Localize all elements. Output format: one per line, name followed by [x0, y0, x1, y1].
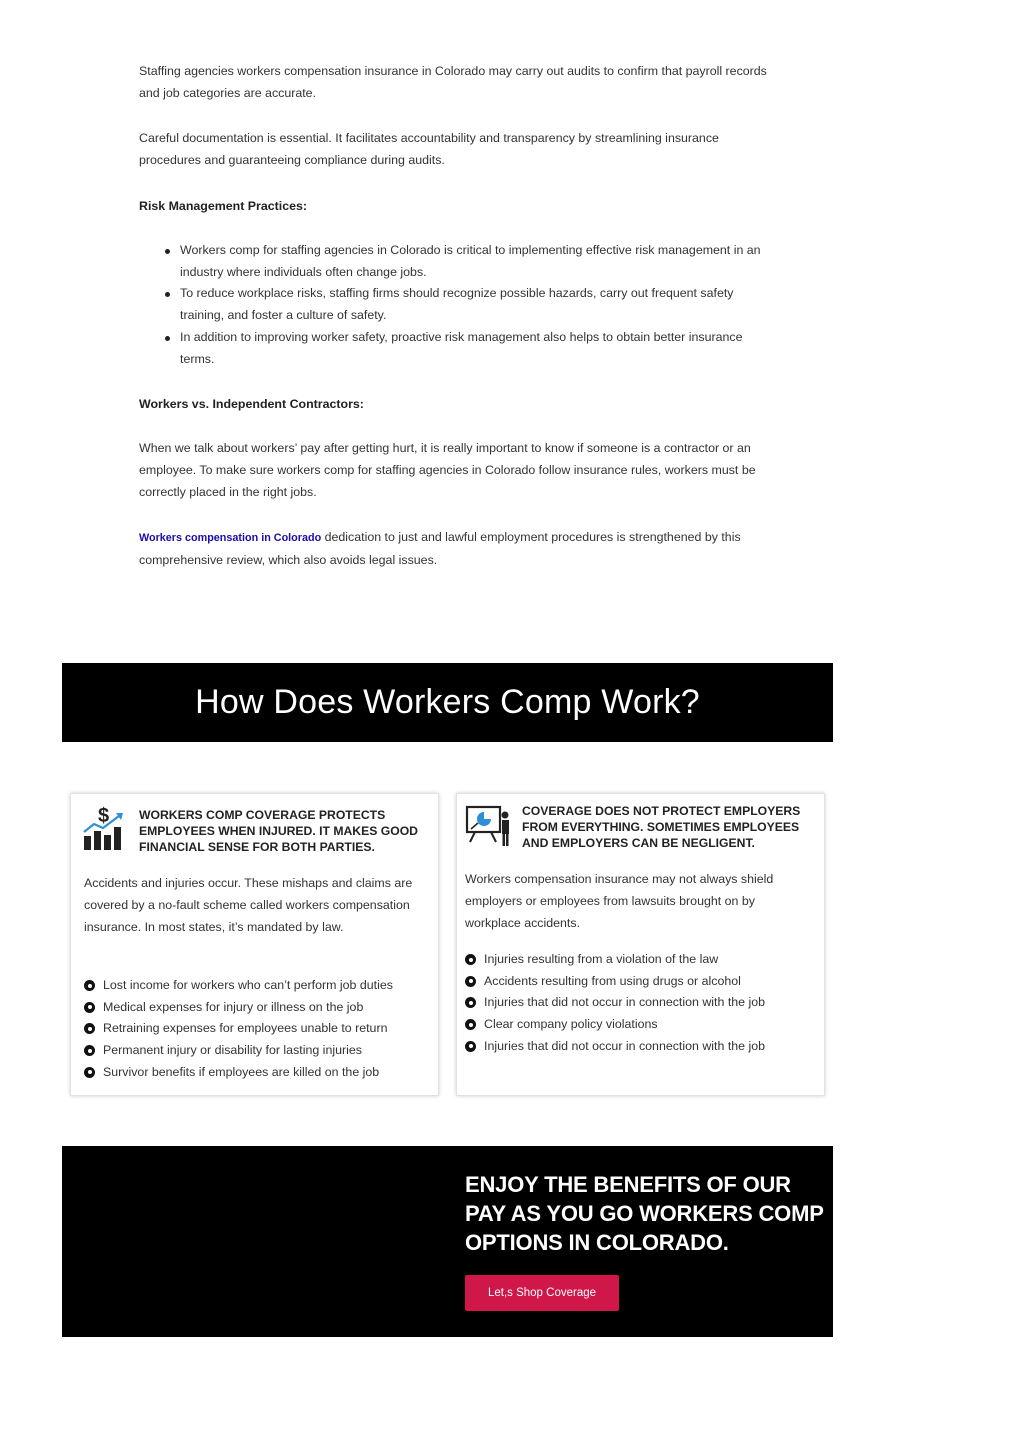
cta-heading: ENJOY THE BENEFITS OF OUR PAY AS YOU GO WORKERS COMP OPTIONS IN COLORADO.: [465, 1172, 824, 1255]
cta-section: [62, 1146, 833, 1337]
excluded-items-list: [465, 949, 765, 1058]
list-item: Injuries that did not occur in connection with the job: [465, 992, 765, 1014]
list-item: Lost income for workers who can’t perform job duties: [84, 975, 393, 997]
list-item: Accidents resulting from using drugs or alcohol: [465, 971, 765, 993]
list-item: Medical expenses for injury or illness on the job: [84, 997, 393, 1019]
coverage-card-left: [70, 793, 439, 1096]
section-title: How Does Workers Comp Work?: [195, 683, 700, 721]
list-item: Permanent injury or disability for lasting injuries: [84, 1040, 393, 1062]
list-item: Workers comp for staffing agencies in Colorado is critical to implementing effective risk management in an industry where individuals often change jobs.: [180, 240, 780, 283]
article-paragraph: Staffing agencies workers compensation insurance in Colorado may carry out audits to confirm that payroll records and job categories are accurate.: [139, 64, 767, 100]
card-body: Accidents and injuries occur. These mishaps and claims are covered by a no-fault scheme called workers compensation insurance. In most states, it’s mandated by law.: [84, 876, 413, 934]
list-item: To reduce workplace risks, staffing firms should recognize possible hazards, carry out frequent safety training, and foster a culture of safety.: [180, 283, 780, 326]
contractors-heading: Workers vs. Independent Contractors:: [139, 397, 364, 411]
presentation-board-icon: [465, 804, 511, 850]
link-paragraph-text: dedication to just and lawful employment procedures is strengthened by this comprehensive review, which also avoids legal issues.: [139, 530, 741, 567]
list-item: Clear company policy violations: [465, 1014, 765, 1036]
covered-items-list: [84, 975, 393, 1084]
article-paragraph: When we talk about workers’ pay after getting hurt, it is really important to know if someone is a contractor or an employee. To make sure workers comp for staffing agencies in Colorado follow insurance rules, workers must be correctly placed in the right jobs.: [139, 441, 756, 499]
list-item: Retraining expenses for employees unable to return: [84, 1018, 393, 1040]
risk-bullet-list: [139, 240, 780, 370]
card-body: Workers compensation insurance may not always shield employers or employees from lawsuits brought on by workplace accidents.: [465, 872, 774, 930]
risk-management-heading: Risk Management Practices:: [139, 199, 308, 213]
svg-text:$: $: [98, 805, 110, 827]
card-title: COVERAGE DOES NOT PROTECT EMPLOYERS FROM EVERYTHING. SOMETIMES EMPLOYEES AND EMPLOYERS CAN BE NEGLIGENT.: [522, 804, 801, 850]
article-paragraph: Careful documentation is essential. It facilitates accountability and transparency by streamlining insurance procedures and guaranteeing compliance during audits.: [139, 131, 719, 167]
section-banner: [62, 663, 833, 742]
financial-growth-chart-icon: [83, 805, 129, 851]
card-title: WORKERS COMP COVERAGE PROTECTS EMPLOYEES WHEN INJURED. IT MAKES GOOD FINANCIAL SENSE FOR BOTH PARTIES.: [139, 808, 418, 854]
list-item: Injuries that did not occur in connection with the job: [465, 1036, 765, 1058]
list-item: Survivor benefits if employees are killed on the job: [84, 1062, 393, 1084]
list-item: Injuries resulting from a violation of the law: [465, 949, 765, 971]
list-item: In addition to improving worker safety, proactive risk management also helps to obtain better insurance terms.: [180, 327, 780, 370]
shop-coverage-button[interactable]: Let,s Shop Coverage: [465, 1275, 619, 1311]
article-paragraph: [139, 526, 779, 571]
workers-compensation-link[interactable]: Workers compensation in Colorado: [139, 532, 322, 544]
coverage-card-right: [456, 793, 825, 1096]
